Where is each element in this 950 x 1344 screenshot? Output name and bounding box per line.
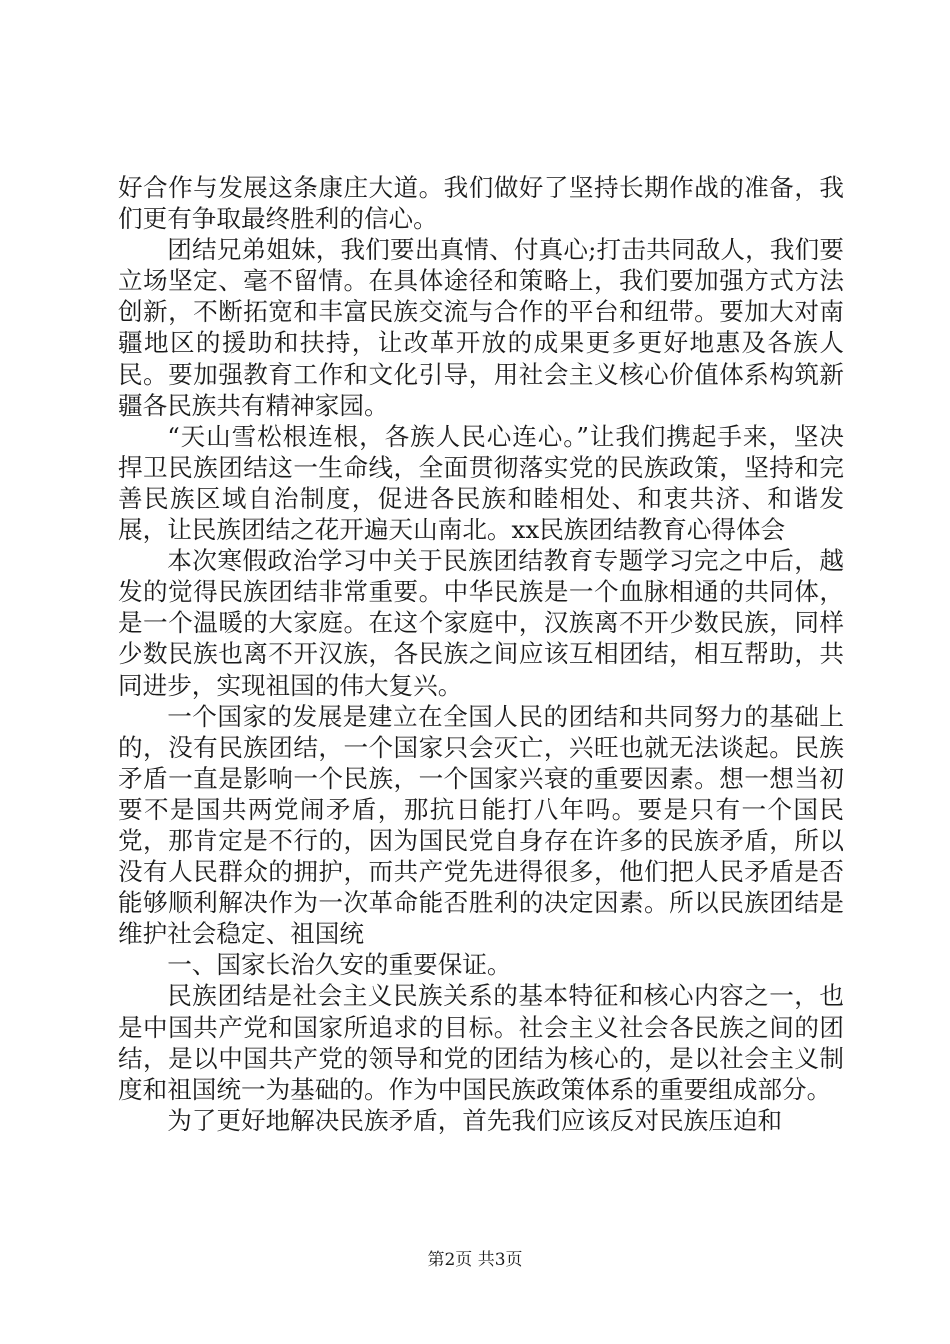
paragraph: 一个国家的发展是建立在全国人民的团结和共同努力的基础上的，没有民族团结，一个国家只会灭亡，兴旺也就无法谈起。民族矛盾一直是影响一个民族，一个国家兴衰的重要因素。想一想当初要不是国共两党闹矛盾，那抗日能打八年吗。要是只有一个国民党，那肯定是不行的，因为国民党自身存在许多的民族矛盾，所以没有人民群众的拥护，而共产党先进得很多，他们把人民矛盾是否能够顺利解决作为一次革命能否胜利的决定因素。所以民族团结是维护社会稳定、祖国统 [118, 701, 844, 949]
paragraph-continuation: 好合作与发展这条康庄大道。我们做好了坚持长期作战的准备，我们更有争取最终胜利的信心。 [118, 173, 844, 234]
document-body [118, 172, 844, 1136]
paragraph: 民族团结是社会主义民族关系的基本特征和核心内容之一，也是中国共产党和国家所追求的目标。社会主义社会各民族之间的团结，是以中国共产党的领导和党的团结为核心的，是以社会主义制度和祖国统一为基础的。作为中国民族政策体系的重要组成部分。 [118, 981, 844, 1104]
page-number-footer: 第2页 共3页 [427, 1250, 523, 1270]
paragraph: 为了更好地解决民族矛盾，首先我们应该反对民族压迫和 [167, 1105, 783, 1135]
paragraph: “天山雪松根连根，各族人民心连心。”让我们携起手来，坚决捍卫民族团结这一生命线，全面贯彻落实党的民族政策，坚持和完善民族区域自治制度，促进各民族和睦相处、和衷共济、和谐发展，让民族团结之花开遍天山南北。xx民族团结教育心得体会 [118, 421, 844, 545]
paragraph: 团结兄弟姐妹，我们要出真情、付真心;打击共同敌人，我们要立场坚定、毫不留情。在具体途径和策略上，我们要加强方式方法创新，不断拓宽和丰富民族交流与合作的平台和纽带。要加大对南疆地区的援助和扶持，让改革开放的成果更多更好地惠及各族人民。要加强教育工作和文化引导，用社会主义核心价值体系构筑新疆各民族共有精神家园。 [118, 235, 844, 420]
paragraph: 本次寒假政治学习中关于民族团结教育专题学习完之中后，越发的觉得民族团结非常重要。中华民族是一个血脉相通的共同体，是一个温暖的大家庭。在这个家庭中，汉族离不开少数民族，同样少数民族也离不开汉族，各民族之间应该互相团结，相互帮助，共同进步，实现祖国的伟大复兴。 [118, 546, 844, 700]
paragraph: 一、国家长治久安的重要保证。 [167, 950, 512, 980]
